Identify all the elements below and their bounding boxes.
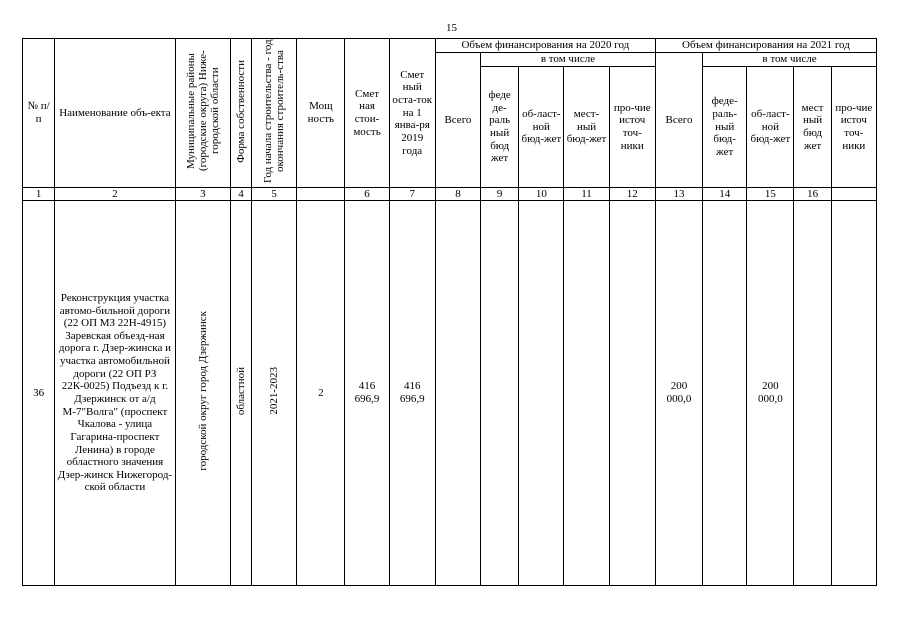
header-name: Наименование объ-екта [55, 39, 176, 188]
col-num: 1 [23, 188, 55, 201]
row-regional-2021: 200 000,0 [747, 201, 794, 586]
header-estimate-remainder: Смет ный оста-ток на 1 янва-ря 2019 года [389, 39, 435, 188]
row-ownership: областной [230, 201, 251, 586]
col-num [297, 188, 345, 201]
header-regional-2021: об-ласт-ной бюд-жет [747, 67, 794, 188]
header-total-2020: Всего [435, 53, 480, 188]
row-federal-2021 [703, 201, 747, 586]
row-federal-2020 [481, 201, 519, 586]
header-incl-2021: в том числе [703, 53, 877, 67]
header-ownership: Форма собственности [230, 39, 251, 188]
col-num: 8 [435, 188, 480, 201]
row-capacity: 2 [297, 201, 345, 586]
row-estimate-remainder: 416 696,9 [389, 201, 435, 586]
col-num: 10 [519, 188, 564, 201]
col-num: 15 [747, 188, 794, 201]
row-local-2020 [564, 201, 609, 586]
col-num: 14 [703, 188, 747, 201]
col-num: 6 [345, 188, 389, 201]
header-district: Муниципальные районы (городские округа) Ниже-городской области [175, 39, 230, 188]
header-other-2021: про-чие источ точ-ники [831, 67, 876, 188]
row-local-2021 [794, 201, 831, 586]
row-name: Реконструкция участка автомо-бильной дороги (22 ОП МЗ 22Н-4915) Заревская объезд-ная дорога г. Дзер-жинска и участка автомобильной дороги (22 ОП РЗ 22К-0025) Подъезд к г. Дзержинск от а/д М-7"Волга" (проспект Чкалова - улица Гагарина-проспект Ленина) в городе областного значения Дзер-жинск Нижегород-ской области [55, 201, 176, 586]
row-total-2020 [435, 201, 480, 586]
row-total-2021: 200 000,0 [655, 201, 702, 586]
header-federal-2021: феде-раль-ный бюд-жет [703, 67, 747, 188]
header-no: № п/п [23, 39, 55, 188]
header-years: Год начала строительства - год окончания строитель-ства [252, 39, 297, 188]
col-num: 5 [252, 188, 297, 201]
col-num: 11 [564, 188, 609, 201]
financing-table [22, 38, 877, 586]
header-estimate-cost: Смет ная стои-мость [345, 39, 389, 188]
col-num: 13 [655, 188, 702, 201]
col-num: 2 [55, 188, 176, 201]
page-number: 15 [446, 22, 457, 34]
row-years: 2021-2023 [252, 201, 297, 586]
col-num: 3 [175, 188, 230, 201]
table-row [23, 201, 877, 586]
header-regional-2020: об-ласт-ной бюд-жет [519, 67, 564, 188]
col-num: 16 [794, 188, 831, 201]
row-other-2020 [609, 201, 655, 586]
header-local-2020: мест-ный бюд-жет [564, 67, 609, 188]
row-district: городской округ город Дзержинск [175, 201, 230, 586]
col-num [831, 188, 876, 201]
row-no: 36 [23, 201, 55, 586]
col-num: 9 [481, 188, 519, 201]
col-num: 7 [389, 188, 435, 201]
col-num: 4 [230, 188, 251, 201]
header-other-2020: про-чие источ точ-ники [609, 67, 655, 188]
row-other-2021 [831, 201, 876, 586]
header-incl-2020: в том числе [481, 53, 656, 67]
header-local-2021: мест ный бюд жет [794, 67, 831, 188]
header-federal-2020: феде де-раль ный бюд жет [481, 67, 519, 188]
row-regional-2020 [519, 201, 564, 586]
header-group-2020: Объем финансирования на 2020 год [435, 39, 655, 53]
header-capacity: Мощ ность [297, 39, 345, 188]
col-num: 12 [609, 188, 655, 201]
row-estimate-cost: 416 696,9 [345, 201, 389, 586]
header-total-2021: Всего [655, 53, 702, 188]
header-group-2021: Объем финансирования на 2021 год [655, 39, 876, 53]
